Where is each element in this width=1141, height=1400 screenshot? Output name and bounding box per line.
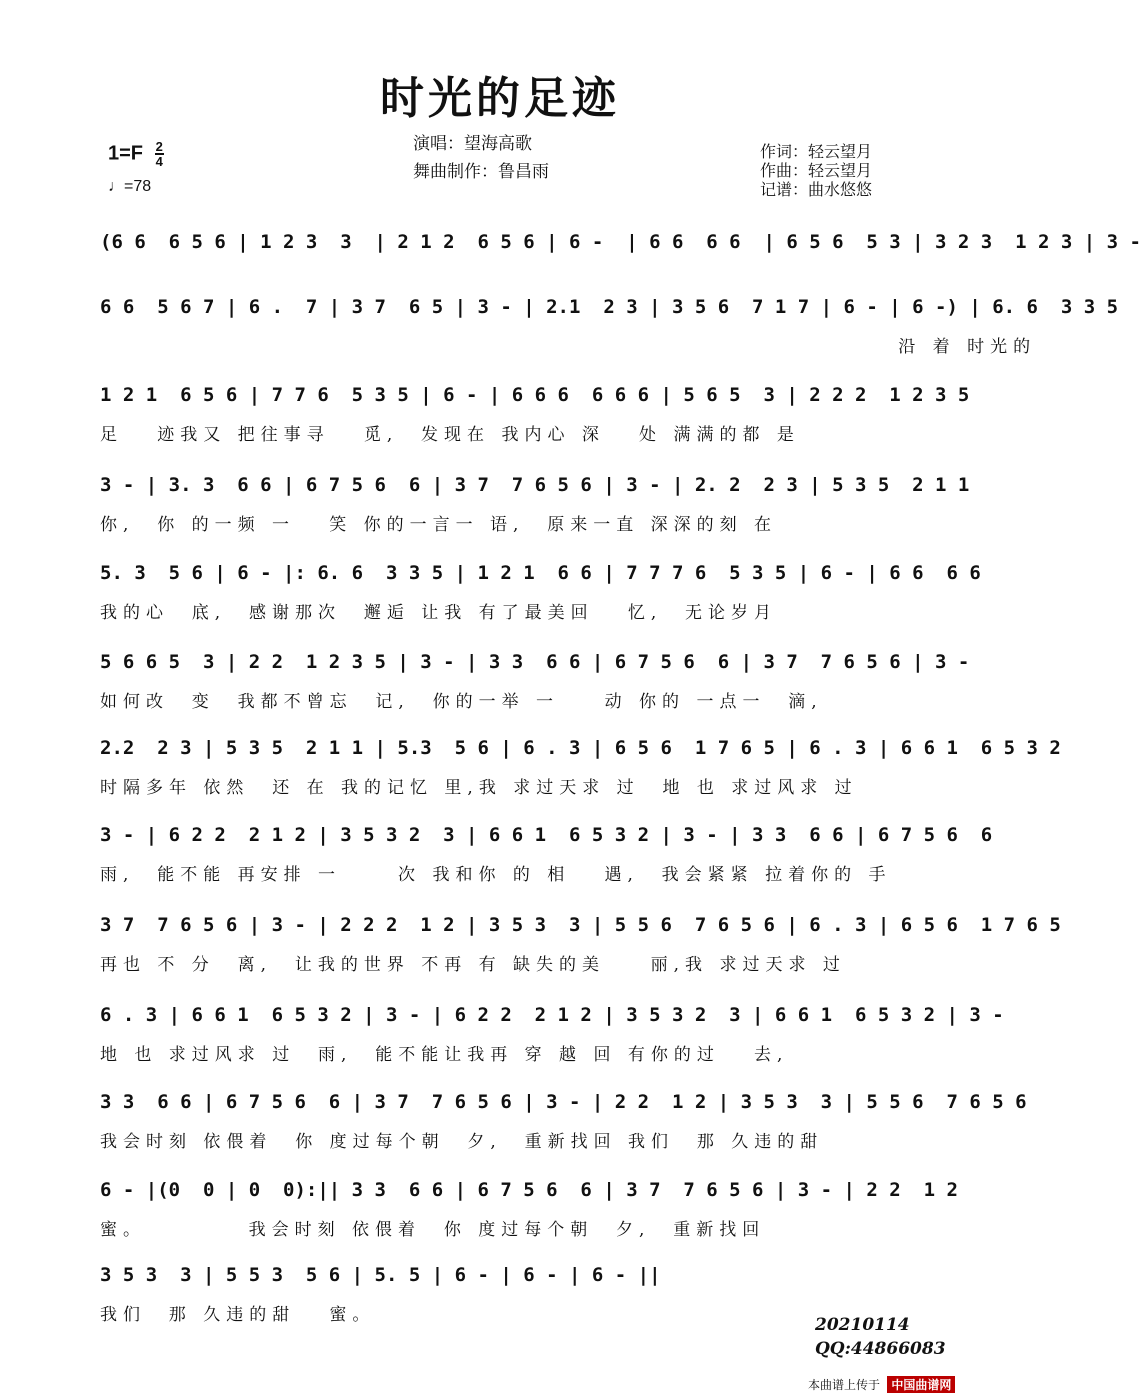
notation-line: 3 7 7 6 5 6 | 3 - | 2 2 2 1 2 | 3 5 3 3 | 5 5 6 7 6 5 6 | 6 . 3 | 6 5 6 1 7 6 5 bbox=[100, 914, 1061, 936]
lyrics-line: 你, 你 的一频 一 笑 你的一言一 语, 原来一直 深深的刻 在 bbox=[100, 515, 778, 535]
notation-line: 2.2 2 3 | 5 3 5 2 1 1 | 5.3 5 6 | 6 . 3 | 6 5 6 1 7 6 5 | 6 . 3 | 6 6 1 6 5 3 2 bbox=[100, 737, 1061, 759]
song-title: 时光的足迹 bbox=[380, 73, 620, 124]
arranger-credit: 舞曲制作：鲁昌雨 bbox=[413, 162, 549, 182]
notation-line: 3 5 3 3 | 5 5 3 5 6 | 5. 5 | 6 - | 6 - | 6 - || bbox=[100, 1264, 661, 1286]
lyrics-line: 再也 不 分 离, 让我的世界 不再 有 缺失的美 丽,我 求过天求 过 bbox=[100, 955, 846, 975]
key-signature bbox=[108, 140, 164, 168]
footer-text: 本曲谱上传于 bbox=[808, 1378, 881, 1392]
time-signature bbox=[155, 140, 164, 168]
lyrics-line: 时隔多年 依然 还 在 我的记忆 里,我 求过天求 过 地 也 求过风求 过 bbox=[100, 778, 858, 798]
lyrics-line: 沿 着 时光的 bbox=[100, 337, 1037, 357]
notation-line: (6 6 6 5 6 | 1 2 3 3 | 2 1 2 6 5 6 | 6 - | 6 6 6 6 | 6 5 6 5 3 | 3 2 3 1 2 3 | 3 - bbox=[100, 231, 1141, 253]
site-logo: 中国曲谱网 bbox=[887, 1376, 955, 1393]
lyrics-line: 我的心 底, 感谢那次 邂逅 让我 有了最美回 忆, 无论岁月 bbox=[100, 603, 778, 623]
lyrics-line: 地 也 求过风求 过 雨, 能不能让我再 穿 越 回 有你的过 去, bbox=[100, 1045, 789, 1065]
notation-line: 3 3 6 6 | 6 7 5 6 6 | 3 7 7 6 5 6 | 3 - | 2 2 1 2 | 3 5 3 3 | 5 5 6 7 6 5 6 bbox=[100, 1091, 1027, 1113]
date-stamp: 20210114 bbox=[815, 1315, 910, 1335]
lyrics-line: 足 迹我又 把往事寻 觅, 发现在 我内心 深 处 满满的都 是 bbox=[100, 425, 800, 445]
qq-contact: QQ:44866083 bbox=[815, 1339, 946, 1359]
lyrics-line: 我们 那 久违的甜 蜜。 bbox=[100, 1305, 376, 1325]
notation-line: 6 . 3 | 6 6 1 6 5 3 2 | 3 - | 6 2 2 2 1 2 | 3 5 3 2 3 | 6 6 1 6 5 3 2 | 3 - bbox=[100, 1004, 1004, 1026]
key-label: 1=F bbox=[108, 142, 144, 165]
time-signature-numerator: 2 bbox=[155, 139, 163, 154]
notation-line: 6 6 5 6 7 | 6 . 7 | 3 7 6 5 | 3 - | 2.1 2 3 | 3 5 6 7 1 7 | 6 - | 6 -) | 6. 6 3 3 5 bbox=[100, 296, 1119, 318]
notation-line: 3 - | 3. 3 6 6 | 6 7 5 6 6 | 3 7 7 6 5 6 | 3 - | 2. 2 2 3 | 5 3 5 2 1 1 bbox=[100, 474, 970, 496]
lyrics-line: 我会时刻 依偎着 你 度过每个朝 夕, 重新找回 我们 那 久违的甜 bbox=[100, 1132, 824, 1152]
notation-line: 6 - |(0 0 | 0 0):|| 3 3 6 6 | 6 7 5 6 6 | 3 7 7 6 5 6 | 3 - | 2 2 1 2 bbox=[100, 1179, 958, 1201]
composer-credit: 作曲：轻云望月 bbox=[760, 161, 873, 180]
singer-credit: 演唱：望海高歌 bbox=[413, 134, 532, 154]
notation-line: 5 6 6 5 3 | 2 2 1 2 3 5 | 3 - | 3 3 6 6 | 6 7 5 6 6 | 3 7 7 6 5 6 | 3 - bbox=[100, 651, 970, 673]
footer-credit bbox=[808, 1376, 955, 1393]
notation-line: 5. 3 5 6 | 6 - |: 6. 6 3 3 5 | 1 2 1 6 6 | 7 7 7 6 5 3 5 | 6 - | 6 6 6 6 bbox=[100, 562, 981, 584]
lyrics-line: 雨, 能不能 再安排 一 次 我和你 的 相 遇, 我会紧紧 拉着你的 手 bbox=[100, 865, 892, 885]
transcriber-credit: 记谱：曲水悠悠 bbox=[760, 180, 873, 199]
notation-line: 3 - | 6 2 2 2 1 2 | 3 5 3 2 3 | 6 6 1 6 5 3 2 | 3 - | 3 3 6 6 | 6 7 5 6 6 bbox=[100, 824, 993, 846]
credits-block bbox=[760, 142, 872, 199]
lyrics-line: 如何改 变 我都不曾忘 记, 你的一举 一 动 你的 一点一 滴, bbox=[100, 692, 823, 712]
lyricist-credit: 作词：轻云望月 bbox=[760, 142, 873, 161]
tempo-mark: ♩=78 bbox=[108, 178, 152, 195]
notation-line: 1 2 1 6 5 6 | 7 7 6 5 3 5 | 6 - | 6 6 6 6 6 6 | 5 6 5 3 | 2 2 2 1 2 3 5 bbox=[100, 384, 970, 406]
lyrics-line: 蜜。 我会时刻 依偎着 你 度过每个朝 夕, 重新找回 bbox=[100, 1220, 766, 1240]
time-signature-denominator: 4 bbox=[155, 154, 163, 169]
